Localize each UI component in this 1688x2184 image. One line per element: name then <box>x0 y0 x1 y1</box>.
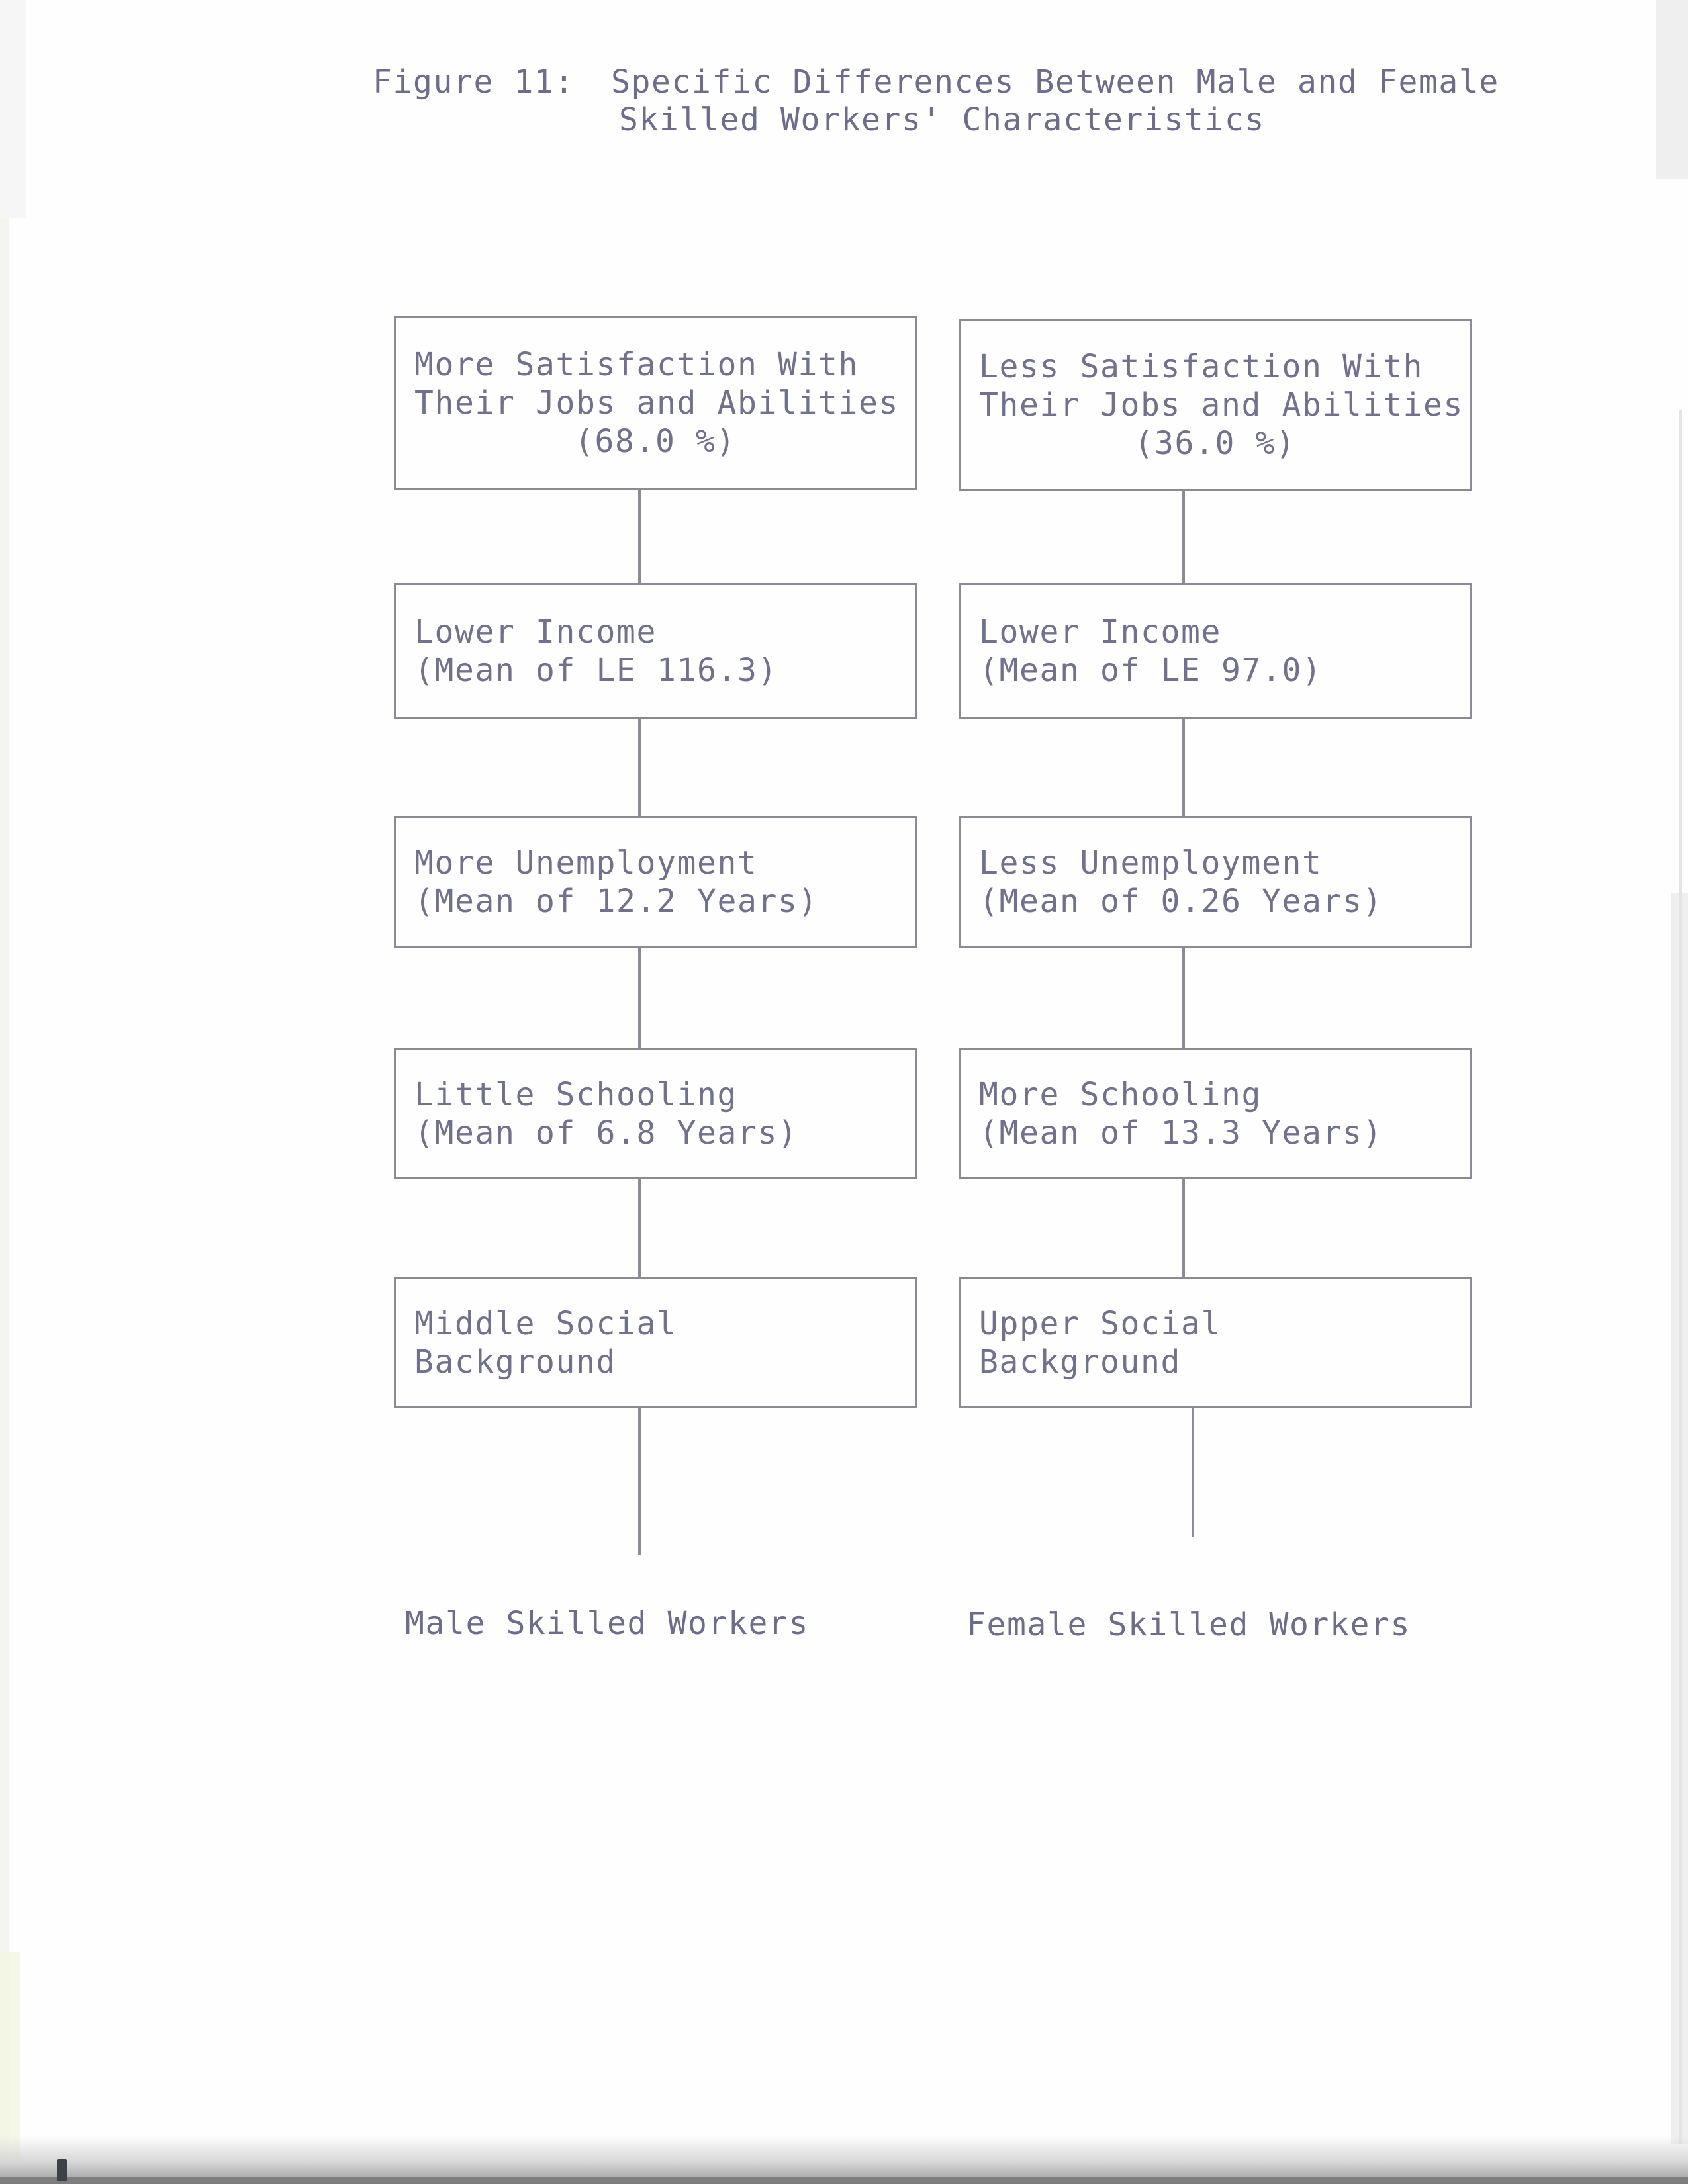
box-line: Background <box>414 1343 616 1381</box>
flow-box-female-income <box>959 583 1472 719</box>
box-line: Their Jobs and Abilities <box>979 387 1464 424</box>
flow-box-male-income <box>394 583 917 719</box>
flow-box-female-social-background <box>959 1277 1472 1408</box>
box-line: Less Unemployment <box>979 844 1323 882</box>
box-line: Lower Income <box>979 613 1221 651</box>
box-line: Less Satisfaction With <box>979 348 1423 385</box>
flow-box-male-social-background <box>394 1277 917 1408</box>
box-line: More Schooling <box>979 1075 1262 1113</box>
scan-artifact-right-line <box>1679 410 1682 2144</box>
scan-artifact-bottom-edge <box>0 2177 1688 2184</box>
connector-line <box>638 1408 641 1555</box>
box-line: Middle Social <box>414 1305 677 1342</box>
flow-box-male-schooling <box>394 1048 917 1179</box>
figure-number-label: Figure 11: <box>373 64 575 101</box>
box-line: (Mean of 13.3 Years) <box>979 1114 1383 1152</box>
connector-line <box>638 1179 641 1277</box>
box-line: (Mean of 12.2 Years) <box>414 882 818 920</box>
connector-line <box>1182 719 1185 816</box>
box-line: More Satisfaction With <box>414 346 859 383</box>
box-line: (Mean of 0.26 Years) <box>979 882 1383 920</box>
scan-artifact-left-strip <box>0 0 9 2184</box>
connector-line <box>638 490 641 583</box>
box-line: Upper Social <box>979 1305 1221 1342</box>
connector-line <box>638 719 641 816</box>
figure-title-line2: Skilled Workers' Characteristics <box>619 101 1265 138</box>
box-line: Their Jobs and Abilities <box>414 385 899 422</box>
flow-box-female-unemployment <box>959 816 1472 948</box>
box-value-line: (36.0 %) <box>1134 425 1296 462</box>
connector-line <box>1182 1179 1185 1277</box>
flow-box-female-schooling <box>959 1048 1472 1179</box>
flow-box-female-satisfaction <box>959 319 1472 491</box>
connector-line <box>1182 491 1185 583</box>
scan-artifact-bottom-left-mark <box>57 2159 67 2181</box>
connector-line <box>1182 948 1185 1048</box>
figure-title-line1: Specific Differences Between Male and Female <box>611 64 1499 101</box>
box-line: More Unemployment <box>414 844 758 882</box>
box-line: (Mean of LE 116.3) <box>414 651 778 689</box>
box-line: Lower Income <box>414 613 657 651</box>
flow-box-male-satisfaction <box>394 316 917 490</box>
connector-line <box>1192 1408 1194 1537</box>
box-line: Background <box>979 1343 1181 1381</box>
scan-artifact-left-smudge <box>0 0 26 218</box>
column-footer-male: Male Skilled Workers <box>405 1605 809 1642</box>
box-line: (Mean of LE 97.0) <box>979 651 1323 689</box>
box-value-line: (68.0 %) <box>575 423 736 460</box>
column-footer-female: Female Skilled Workers <box>966 1606 1411 1643</box>
box-line: Little Schooling <box>414 1075 737 1113</box>
flow-box-male-unemployment <box>394 816 917 948</box>
scan-artifact-top-right <box>1656 0 1688 179</box>
connector-line <box>638 948 641 1048</box>
box-line: (Mean of 6.8 Years) <box>414 1114 798 1152</box>
